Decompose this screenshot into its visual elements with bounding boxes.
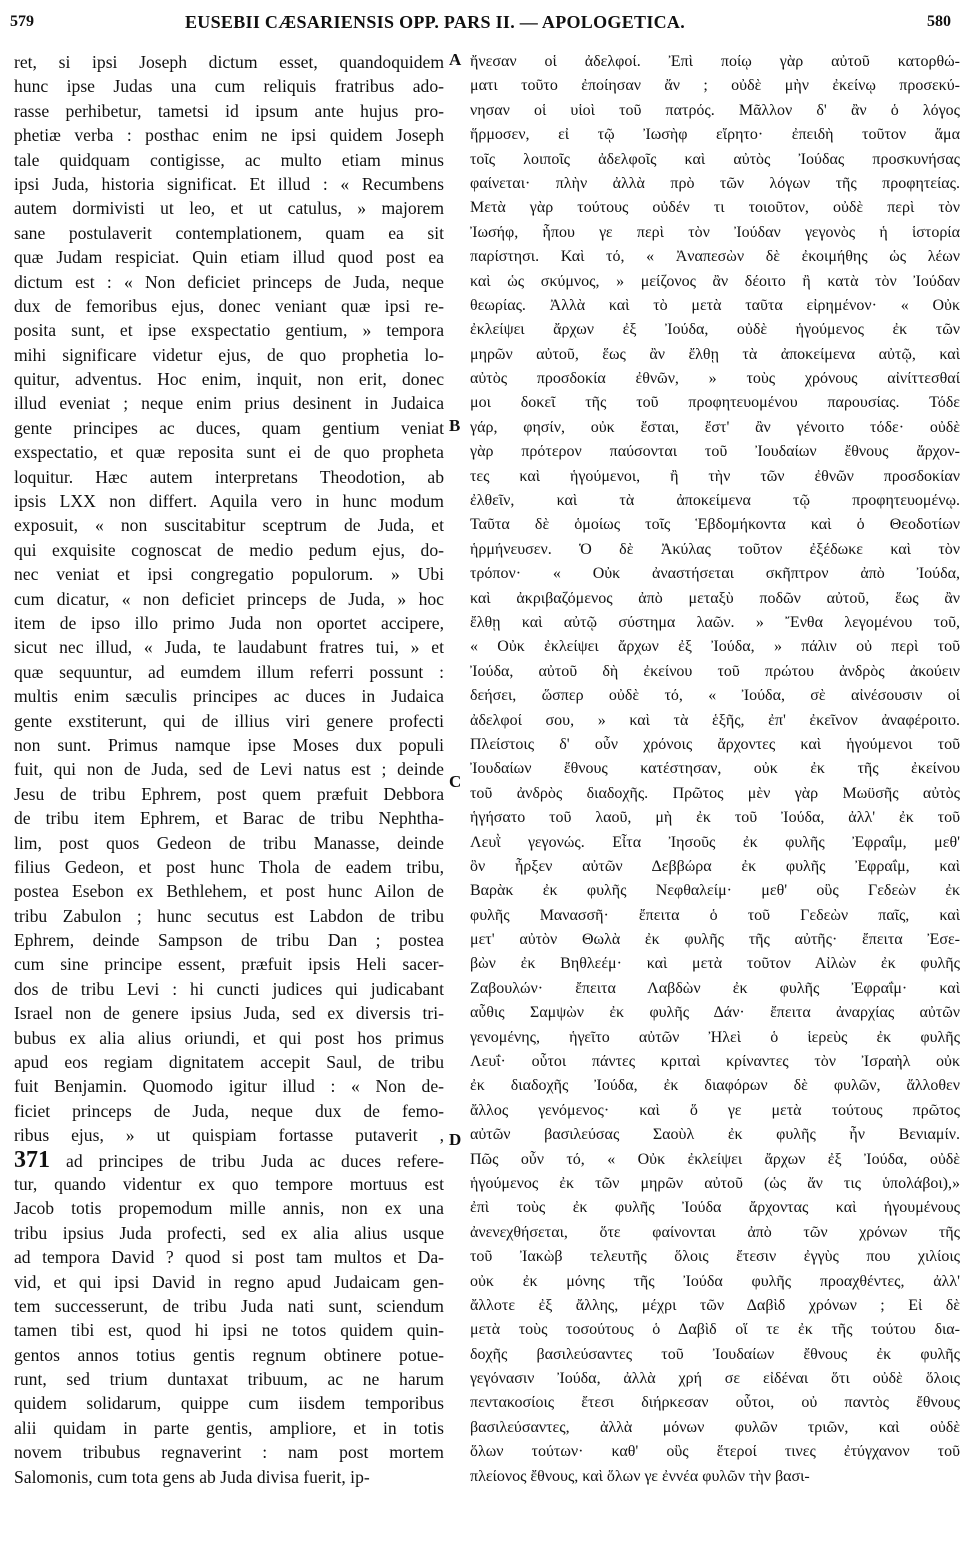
greek-text-line: πεντακοσίοις ἔτεσι διήρκεσαν οὗτοι, οὐ παντὸς ἔθνους bbox=[470, 1394, 960, 1412]
greek-text-line: Ἰωσήφ, ἧπου γε περὶ τὸν Ἰούδαν γεγονὸς ἡ ἱστορία bbox=[470, 223, 960, 241]
latin-text-line: ficiet princeps de Juda, neque dux de femo- bbox=[14, 1100, 444, 1121]
latin-text-line: tur, quando videntur ex quo tempore mortuus est bbox=[14, 1173, 444, 1194]
latin-text-line: sane postulaverit contemplationem, quam ea sit bbox=[14, 222, 444, 243]
margin-letter-c: C bbox=[449, 772, 462, 791]
greek-text-line: Πλείστοις δ' οὖν χρόνοις ἄρχοντες καὶ ἡγούμενοι τοῦ bbox=[470, 735, 960, 753]
latin-text-line: quitur, adventus. Hoc enim, inquit, non erit, donec bbox=[14, 369, 444, 390]
greek-text-line: Λευΐ· οὗτοι πάντες κριταὶ κρίναντες τὸν Ἰσραὴλ οὐκ bbox=[470, 1053, 960, 1071]
latin-text-line: posita sunt, et ipse exspectatio gentium, » tempora bbox=[14, 320, 444, 341]
greek-text-line: δεήσει, ὥσπερ οὐδὲ τό, « Ἰούδα, σὲ αἰνέσουσιν οἱ bbox=[470, 687, 960, 705]
latin-text-line: tribu Zabulon ; hunc secutus est Labdon de tribu bbox=[14, 905, 444, 926]
latin-text-line: nec veniat et ipsi congregatio populorum. » Ubi bbox=[14, 564, 444, 585]
greek-text-line: γάρ, φησίν, οὐκ ἔσται, ἔστ' ἂν γένοιτο τόδε· οὐδὲ bbox=[470, 418, 960, 436]
latin-text-line: ipsis LXX non differt. Aquila vero in hunc modum bbox=[14, 491, 444, 512]
latin-text-line: exspectatio, et quæ reposita sunt ei de quo propheta bbox=[14, 442, 444, 463]
latin-text-line: fuit Benjamin. Quomodo igitur illud : « Non de- bbox=[14, 1076, 444, 1097]
latin-text-line: tale quidquam contigisse, ac multo etiam minus bbox=[14, 149, 444, 170]
greek-text-line: δοχῆς βασιλεύσαντες τοῦ Ἰουδαίων ἔθνους ἐκ φυλῆς bbox=[470, 1345, 960, 1363]
latin-text-line: loquitur. Hæc autem interpretans Theodotion, ab bbox=[14, 466, 444, 487]
latin-text-line: exposuit, « non suscitabitur sceptrum de Juda, et bbox=[14, 515, 444, 536]
page-number-right: 580 bbox=[927, 13, 951, 30]
latin-text-line: Ephrem, deinde Sampson de tribu Dan ; postea bbox=[14, 930, 444, 951]
latin-text-line: fuit, qui non de Juda, sed de Levi natus est ; deinde bbox=[14, 759, 444, 780]
greek-text-line: Λευῒ γεγονώς. Εἶτα Ἰησοῦς ἐκ φυλῆς Ἐφραΐμ, μεθ' bbox=[470, 833, 960, 851]
latin-text-line: dux de femoribus ejus, donec veniant quæ ipsi re- bbox=[14, 295, 444, 316]
greek-text-line: ἄλλος γενόμενος· καὶ ὅ γε μετὰ τούτους πρῶτος bbox=[470, 1101, 960, 1119]
latin-text-line: ret, si ipsi Joseph dictum esset, quandoquidem bbox=[14, 52, 444, 72]
greek-text-line: οὐκ ἐκ μόνης τῆς Ἰούδα φυλῆς προαχθέντες, ἀλλ' bbox=[470, 1272, 960, 1290]
page-header bbox=[0, 0, 965, 36]
latin-text-line: cum dicatur, « non deficiet princeps de Juda, » hoc bbox=[14, 588, 444, 609]
greek-text-line: ἄλλοτε ἐξ ἄλλης, μέχρι τῶν Δαβὶδ χρόνων ; Εἰ δὲ bbox=[470, 1296, 960, 1314]
greek-text-line: βασιλεύσαντες, ἀλλὰ μόνων φυλῶν τριῶν, καὶ οὐδὲ bbox=[470, 1418, 960, 1436]
page-marker-371: 371 bbox=[14, 1146, 50, 1173]
greek-text-line: τοῖς λοιποῖς ἀδελφοῖς καὶ αὐτὸς Ἰούδας προσκυνήσας bbox=[470, 150, 960, 168]
latin-text-line: Israel non de genere ipsius Juda, sed ex diversis tri- bbox=[14, 1003, 444, 1024]
greek-text-line: Ἰουδαίων ἔθνους κατέστησαν, οὐκ ἐκ τῆς ἐκείνου bbox=[470, 760, 960, 778]
page-number-left: 579 bbox=[10, 13, 34, 30]
greek-text-line: ἀδελφοί σου, » καὶ τὰ ἑξῆς, ἐπ' ἐκεῖνον ἀναφέροιτο. bbox=[470, 711, 960, 729]
greek-text-line: γενομένης, ἡγεῖτο αὐτῶν Ἠλεὶ ὁ ἱερεὺς ἐκ φυλῆς bbox=[470, 1028, 960, 1046]
greek-text-line: ἐκ διαδοχῆς Ἰούδα, ἐκ διαφόρων δὲ φυλῶν, ἄλλοθεν bbox=[470, 1077, 960, 1095]
greek-text-line: ἡγούμενος ἐκ τῶν μηρῶν αὐτοῦ (ὡς ἄν τις ὑπολάβοι),» bbox=[470, 1174, 960, 1192]
latin-text-line: ribus ejus, » ut quispiam fortasse putaverit , bbox=[14, 1125, 444, 1146]
greek-text-line: μετ' αὐτὸν Θωλὰ ἐκ φυλῆς τῆς αὐτῆς· ἔπειτα Ἐσε- bbox=[470, 931, 960, 949]
greek-text-line: καὶ ἀκριβαζόμενος ἀπὸ μεταξὺ ποδῶν αὐτοῦ, ἕως ἂν bbox=[470, 589, 960, 607]
latin-text-line: item de ipso illo primo Juda non oportet accipere, bbox=[14, 612, 444, 633]
greek-text-line: βὼν ἐκ Βηθλεέμ· καὶ μετὰ τοῦτον Αἰλὼν ἐκ φυλῆς bbox=[470, 955, 960, 973]
latin-column bbox=[14, 50, 444, 1489]
latin-text-line: quæ Judam respiciat. Quin etiam illud quod post ea bbox=[14, 247, 444, 268]
latin-text-line: Jacob totis propemodum mille annis, non ex una bbox=[14, 1198, 444, 1219]
latin-text-line: ipsi Juda, historia significat. Et illud : « Recumbens bbox=[14, 173, 444, 194]
greek-text-line: τοῦ Ἰακὼβ τελευτῆς ὅλοις ἔτεσιν ἐγγὺς που χιλίοις bbox=[470, 1248, 960, 1266]
greek-text-line: ἔλθῃ καὶ αὐτῷ σύστημα λαῶν. » Ἔνθα λεγομένου τοῦ, bbox=[470, 613, 960, 631]
latin-text-line: autem dormivisti ut leo, et ut catulus, » majorem bbox=[14, 198, 444, 219]
greek-text-line: γεγόνασιν Ἰούδα, ἀλλὰ χρή σε εἰδέναι ὅτι οὐδὲ ὅλοις bbox=[470, 1370, 960, 1388]
latin-text-line bbox=[14, 1148, 444, 1172]
greek-text-line: τες καὶ ἡγούμενοι, ἢ τὴν τῶν ἐθνῶν προσδοκίαν bbox=[470, 467, 960, 485]
latin-text-line: gente principes ac duces, quam gentium veniat bbox=[14, 417, 444, 438]
greek-text-line: φαίνεται· πλὴν ἀλλὰ πρὸ τῶν λόγων τῆς προφητείας. bbox=[470, 174, 960, 192]
latin-text-line: gentos annos totius gentis regnum obtinere potue- bbox=[14, 1344, 444, 1365]
greek-text-line: μοι δοκεῖ τῆς τοῦ προφητευομένου παρουσίας. Τόδε bbox=[470, 394, 960, 412]
greek-text-line: καὶ ὡς σκύμνος, » μείζονος ἂν δέοιτο ἢ κατὰ τὸν Ἰούδαν bbox=[470, 272, 960, 290]
latin-text-line: bubus ex alia alius oriundi, et qui post hos primus bbox=[14, 1027, 444, 1048]
latin-text-line: illud eveniat ; neque enim prius desinent in Judaica bbox=[14, 393, 444, 414]
greek-text-line: ἥρμοσεν, εἰ τῷ Ἰωσὴφ εἴρητο· ἐπειδὴ τοῦτον ἅμα bbox=[470, 126, 960, 144]
latin-text-line: de tribu item Ephrem, et Barac de tribu Nephtha- bbox=[14, 808, 444, 829]
latin-text-line: runt, sed trium duntaxat tribuum, ac ne harum bbox=[14, 1369, 444, 1390]
greek-text-line: μετὰ τοὺς τοσούτους ὁ Δαβὶδ οἵ τε ἐκ τῆς τούτου δια- bbox=[470, 1321, 960, 1339]
greek-text-line: Ἰούδα, αὐτοῦ δὴ ἐκείνου τοῦ πρώτου ἀνδρὸς ἀκούειν bbox=[470, 662, 960, 680]
greek-text-line: ὃν ἦρξεν αὐτῶν Δεββώρα ἐκ φυλῆς Ἐφραΐμ, καὶ bbox=[470, 857, 960, 875]
latin-text-line: tribu ipsius Juda profecti, sed ex alia alius usque bbox=[14, 1222, 444, 1243]
greek-text-line: ἡρμήνευσεν. Ὁ δὲ Ἀκύλας τοῦτον ἐξέδωκε καὶ τὸν bbox=[470, 540, 960, 558]
greek-text-line: ἐκλείψει ἄρχων ἐξ Ἰούδα, οὐδὲ ἡγούμενος ἐκ τῶν bbox=[470, 321, 960, 339]
margin-letter-d: D bbox=[449, 1130, 462, 1149]
latin-text-line: mihi significare videtur ejus, de quo prophetia lo- bbox=[14, 344, 444, 365]
greek-text-line: ἀνενεχθήσεται, ὅτε φαίνονται ἀπὸ τῶν χρόνων τῆς bbox=[470, 1223, 960, 1241]
greek-text-line: φυλῆς Μανασσῆ· ἔπειτα ὁ τοῦ Γεδεὼν παῖς, καὶ bbox=[470, 906, 960, 924]
latin-text-line: novem tribubus regnaverint : nam post mortem bbox=[14, 1442, 444, 1463]
latin-text-line: Salomonis, cum tota gens ab Juda divisa fuerit, ip- bbox=[14, 1466, 370, 1487]
greek-text-line: ματι τοῦτο ἐποίησαν ἄν ; οὐδὲ μὴν ἐκείνῳ προσεκύ- bbox=[470, 77, 960, 95]
greek-text-line: « Οὐκ ἐκλείψει ἄρχων ἐξ Ἰούδα, » πάλιν οὐ περὶ τοῦ bbox=[470, 638, 960, 656]
latin-text-line: tamen tibi est, quod hi ipsi ne totos quidem quin- bbox=[14, 1320, 444, 1341]
greek-text-line: Πῶς οὖν τό, « Οὐκ ἐκλείψει ἄρχων ἐξ Ἰούδα, οὐδὲ bbox=[470, 1150, 960, 1168]
latin-text-line: multis enim sæculis principes ac duces in Judaica bbox=[14, 686, 444, 707]
latin-text-line: quæ sequuntur, ad eumdem illum referri possunt : bbox=[14, 661, 444, 682]
running-title: EUSEBII CÆSARIENSIS OPP. PARS II. — APOLOGETICA. bbox=[185, 12, 686, 32]
greek-text-line: Βαρὰκ ἐκ φυλῆς Νεφθαλείμ· μεθ' οὓς Γεδεὼν ἐκ bbox=[470, 882, 960, 900]
latin-text-line: dictum est : « Non deficiet princeps de Juda, neque bbox=[14, 271, 444, 292]
latin-text-line: rasse perhibetur, tametsi id ipsum ante hujus pro- bbox=[14, 100, 444, 121]
greek-text-line: ἐπὶ τοὺς ἐκ φυλῆς Ἰούδα ἄρχοντας καὶ ἡγουμένους bbox=[470, 1199, 960, 1217]
latin-text-line: quidem solidarum, quippe cum iisdem temporibus bbox=[14, 1393, 444, 1414]
greek-text-line: τοῦ ἀνδρὸς διαδοχῆς. Πρῶτος μὲν γὰρ Μωϋσῆς αὐτὸς bbox=[470, 784, 960, 802]
latin-text-line: non sunt. Primus namque ipse Moses dux populi bbox=[14, 734, 444, 755]
text-line-content: ad principes de tribu Juda ac duces refere- bbox=[66, 1150, 444, 1171]
latin-text-line: lim, post quos Gedeon de tribu Manasse, deinde bbox=[14, 832, 444, 853]
latin-text-line: hunc ipse Judas una cum reliquis fratribus ado- bbox=[14, 76, 444, 97]
latin-text-line: apud eos regiam dignitatem accepit Saul, de tribu bbox=[14, 1052, 444, 1073]
latin-text-line: Jesu de tribu Ephrem, post quem præfuit Debbora bbox=[14, 783, 444, 804]
greek-text-line: γὰρ πρότερον παύσονται τοῦ Ἰουδαίων ἔθνους ἄρχον- bbox=[470, 443, 960, 461]
margin-letter-a: A bbox=[449, 50, 462, 69]
greek-text-line: ἡγήσατο τοῦ λαοῦ, μὴ ἐκ τοῦ Ἰούδα, ἀλλ' ἐκ τοῦ bbox=[470, 809, 960, 827]
latin-text-line: sicut nec illud, « Juda, te laudabunt fratres tui, » et bbox=[14, 637, 444, 658]
greek-text-line: νησαν οἱ υἱοὶ τοῦ πατρός. Μᾶλλον δ' ἂν ὁ λόγος bbox=[470, 101, 960, 119]
greek-text-line: ἐλθεῖν, καὶ τὰ ἀποκείμενα τῷ προφητευομένῳ. bbox=[470, 492, 960, 510]
greek-text-line: παρίστησι. Καὶ τό, « Ἀναπεσὼν δὲ ἐκοιμήθης ὡς λέων bbox=[470, 248, 960, 266]
greek-text-line: θεωρίας. Ἀλλὰ καὶ τὸ μετὰ ταῦτα εἰρημένον· « Οὐκ bbox=[470, 296, 960, 314]
latin-text-line: postea Esebon ex Bethlehem, et post hunc Ailon de bbox=[14, 881, 444, 902]
greek-text-line: Μετὰ γὰρ τούτους οὐδέν τι τοιοῦτον, οὐδὲ περὶ τὸν bbox=[470, 199, 960, 217]
margin-letter-b: B bbox=[449, 416, 461, 435]
greek-text-line: πλείονος ἔθνους, καὶ ὅλων γε ἐννέα φυλῶν τὴν βασι- bbox=[470, 1467, 810, 1485]
greek-text-line: μηρῶν αὐτοῦ, ἕως ἂν ἔλθῃ τὰ ἀποκείμενα αὐτῷ, καὶ bbox=[470, 345, 960, 363]
latin-text-line: dos de tribu Levi : hi cuncti judices qui judicabant bbox=[14, 978, 444, 999]
greek-text-line: αὐτὸς προσδοκία ἐθνῶν, » τοὺς χρόνους αἰνίττεσθαί bbox=[470, 370, 960, 388]
greek-text-line: τρόπον· « Οὐκ ἀναστήσεται σκῆπτρον ἀπὸ Ἰούδα, bbox=[470, 565, 960, 583]
greek-text-line: Ταῦτα δὲ ὁμοίως τοῖς Ἑβδομήκοντα καὶ ὁ Θεοδοτίων bbox=[470, 516, 960, 534]
latin-text-line: qui exquisite cognoscat de medio pedum ejus, do- bbox=[14, 539, 444, 560]
greek-text-line: αὖθις Σαμψὼν ἐκ φυλῆς Δάν· ἔπειτα ἀναρχίας αὐτῶν bbox=[470, 1004, 960, 1022]
latin-text-line: ad tempora David ? quod si post tam multos et Da- bbox=[14, 1247, 444, 1268]
latin-text-line: filius Gedeon, et post hunc Thola de eadem tribu, bbox=[14, 856, 444, 877]
greek-text-line: ἤνεσαν οἱ ἀδελφοί. Ἐπὶ ποίῳ γὰρ αὐτοῦ κατορθώ- bbox=[470, 53, 960, 70]
latin-text-line: vid, et qui ipsi David in regno apud Judaicam gen- bbox=[14, 1271, 444, 1292]
greek-column bbox=[470, 50, 960, 1489]
greek-text-line: ὅλων τούτων· καθ' οὓς ἕτεροί τινες ἐτύγχανον τοῦ bbox=[470, 1443, 960, 1461]
latin-text-line: cum sine principe essent, præfuit ipsis Heli sacer- bbox=[14, 954, 444, 975]
latin-text-line: gente exstiterunt, qui de illius viri genere profecti bbox=[14, 710, 444, 731]
greek-text-line: αὐτῶν βασιλεύσας Σαοὺλ ἐκ φυλῆς ἦν Βενιαμίν. bbox=[470, 1126, 960, 1144]
latin-text-line: alii quidam in parte gentis, ampliore, et in totis bbox=[14, 1417, 444, 1438]
latin-text-line: tem successerunt, de tribu Juda nati sunt, sciendum bbox=[14, 1295, 444, 1316]
greek-text-line: Ζαβουλών· ἔπειτα Λαβδὼν ἐκ φυλῆς Ἐφραΐμ· καὶ bbox=[470, 979, 960, 997]
latin-text-line: phetiæ verba : posthac enim ne ipsi quidem Joseph bbox=[14, 125, 444, 146]
